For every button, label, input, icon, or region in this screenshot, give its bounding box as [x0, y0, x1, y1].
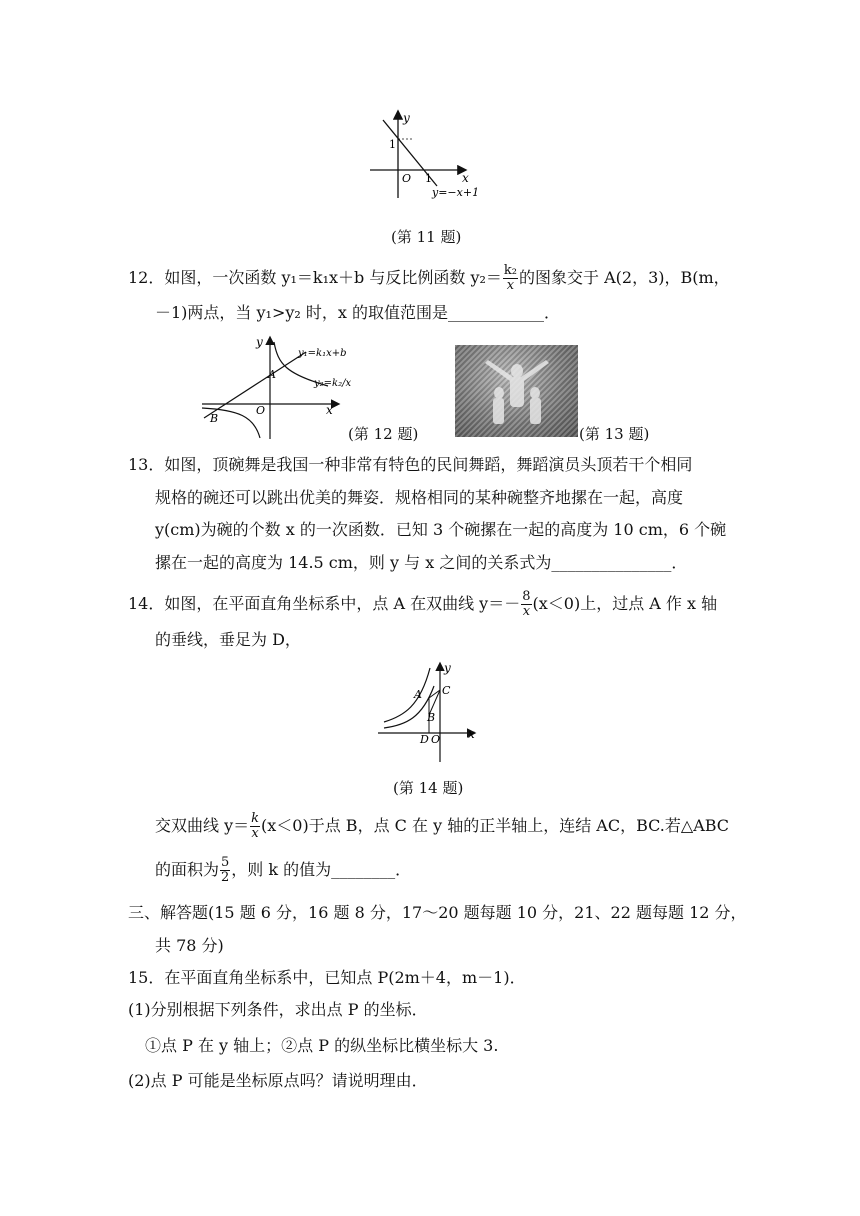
section3-heading-line1: 三、解答题(15 题 6 分，16 题 8 分，17～20 题每题 10 分，21、22 题每题 12 分， [128, 903, 747, 922]
q14-frac-den: x [522, 604, 531, 619]
q14-fraction-3 [220, 856, 230, 885]
fig12-y1-label: y₁=k₁x+b [298, 348, 347, 359]
q12-frac-den: x [506, 278, 515, 293]
figure-q12-graph [198, 334, 363, 444]
q13-line1: 13．如图，顶碗舞是我国一种非常有特色的民间舞蹈，舞蹈演员头顶若干个相同 [128, 455, 693, 474]
q14-line3-a: 交双曲线 y＝ [155, 816, 250, 835]
fig14-point-a: A [414, 688, 422, 701]
q14-line1-a: 14．如图，在平面直角坐标系中，点 A 在双曲线 y＝－ [128, 594, 521, 613]
q15-line1: 15．在平面直角坐标系中，已知点 P(2m＋4，m－1)． [128, 968, 526, 987]
fig14-point-c: C [442, 684, 451, 697]
fig14-point-d: D [420, 733, 429, 746]
q14-fraction [521, 590, 531, 619]
q15-part1: (1)分别根据下列条件，求出点 P 的坐标． [128, 1000, 428, 1019]
q14-line3-b: (x＜0)于点 B，点 C 在 y 轴的正半轴上，连结 AC，BC.若△ABC [261, 816, 730, 835]
fig12-origin: O [256, 404, 266, 417]
q14-line2: 的垂线，垂足为 D， [155, 630, 301, 649]
q12-line1-a: 12．如图，一次函数 y₁＝k₁x＋b 与反比例函数 y₂＝ [128, 268, 502, 287]
fig11-line-label: y=−x+1 [432, 186, 480, 199]
q14-frac-num: 8 [522, 589, 531, 604]
q14-line3 [155, 812, 729, 841]
fig11-x-label: x [462, 171, 469, 185]
q14-fraction-2 [250, 812, 260, 841]
fig12-point-a: A [268, 368, 276, 381]
q14-frac2-num: k [251, 811, 260, 826]
fig14-y-label: y [444, 661, 451, 675]
q12-frac-num: k₂ [503, 263, 517, 278]
q12-line1 [128, 264, 730, 293]
q12-line2: －1)两点，当 y₁>y₂ 时，x 的取值范围是____________． [155, 303, 561, 322]
fig12-y-label: y [256, 335, 263, 349]
q14-line1-b: (x＜0)上，过点 A 作 x 轴 [532, 594, 718, 613]
q14-frac3-num: 5 [221, 855, 230, 870]
q14-line4-b: ，则 k 的值为________． [231, 860, 412, 879]
q12-fraction [503, 264, 518, 293]
fig12-x-label: x [326, 403, 333, 417]
fig11-one-x: 1 [425, 172, 432, 185]
fig11-y-label: y [403, 111, 410, 125]
q14-line1 [128, 590, 717, 619]
figure-q13-photo [455, 345, 578, 437]
q14-line4-a: 的面积为 [155, 860, 220, 879]
q15-conditions: ①点 P 在 y 轴上；②点 P 的纵坐标比横坐标大 3. [145, 1036, 499, 1055]
fig14-point-b: B [427, 711, 436, 724]
caption-q11: (第 11 题) [391, 228, 462, 246]
section3-heading-line2: 共 78 分) [155, 936, 224, 955]
q15-part2: (2)点 P 可能是坐标原点吗？请说明理由． [128, 1071, 428, 1090]
fig14-origin: O [431, 733, 441, 746]
figure-q11-graph [365, 108, 490, 203]
q13-line2: 规格的碗还可以跳出优美的舞姿．规格相同的某种碗整齐地摞在一起，高度 [155, 488, 684, 507]
figure-q14-graph [374, 660, 479, 765]
fig12-point-b: B [210, 412, 219, 425]
fig11-origin: O [402, 172, 412, 185]
q13-line4: 摞在一起的高度为 14.5 cm，则 y 与 x 之间的关系式为_______________． [155, 553, 688, 572]
q12-line1-b: 的图象交于 A(2，3)，B(m， [519, 268, 730, 287]
q14-frac2-den: x [251, 826, 259, 841]
caption-q14: (第 14 题) [393, 779, 464, 797]
caption-q12: (第 12 题) [348, 425, 419, 443]
dancers-illustration [455, 345, 578, 437]
caption-q13: (第 13 题) [579, 425, 650, 443]
fig14-x-label: x [468, 727, 475, 741]
fig11-one-y: 1 [389, 138, 396, 151]
fig12-y2-label: y₂=k₂/x [314, 378, 352, 389]
q14-line4 [155, 856, 411, 885]
q13-line3: y(cm)为碗的个数 x 的一次函数．已知 3 个碗摞在一起的高度为 10 cm，6 个碗 [155, 520, 727, 539]
q14-frac3-den: 2 [221, 870, 230, 885]
